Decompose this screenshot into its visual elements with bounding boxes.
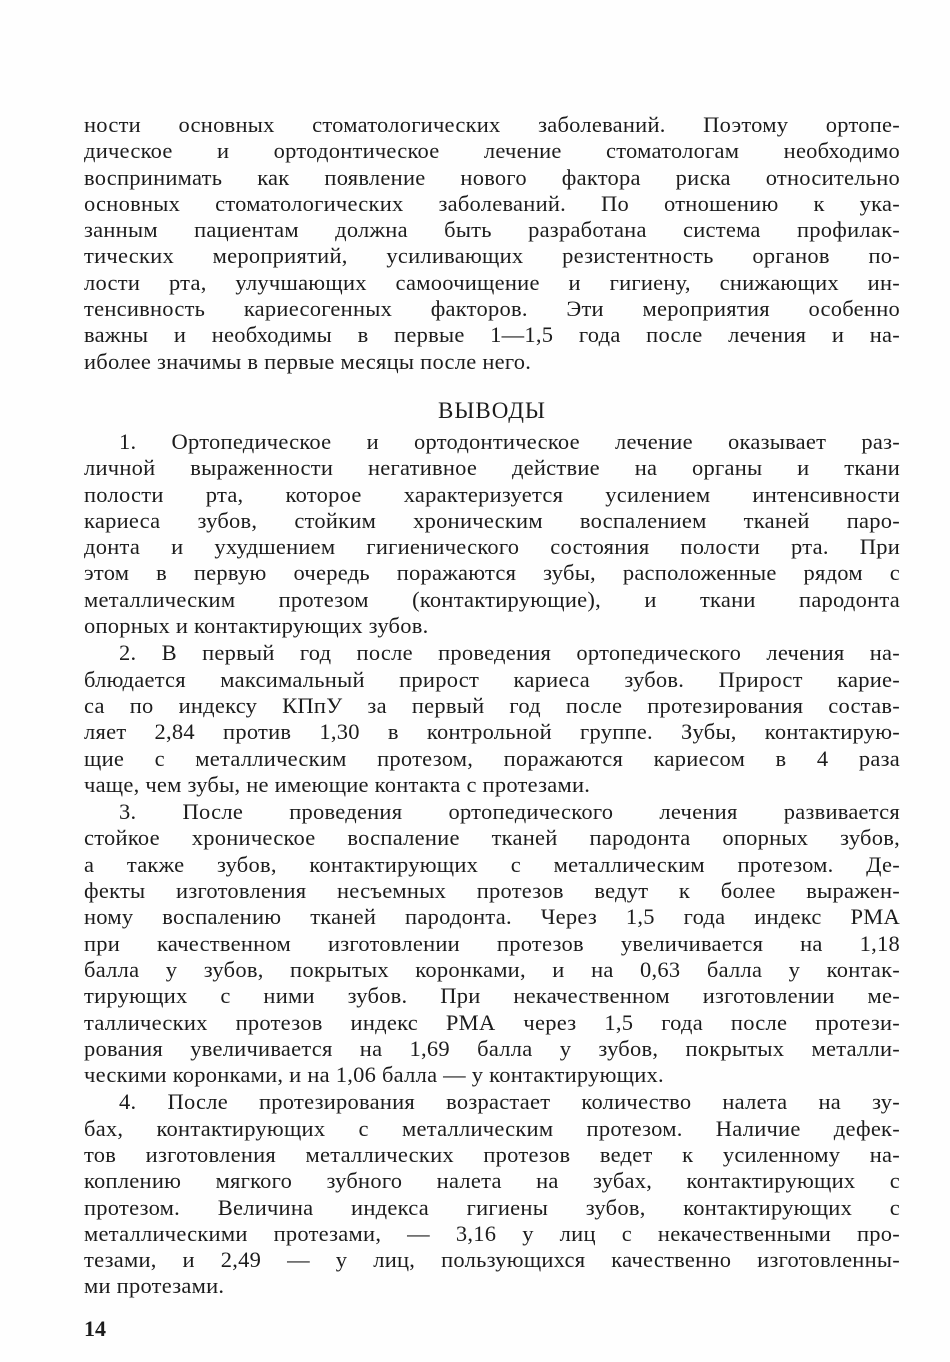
text-line: стойкое хроническое воспаление тканей пародонта опорных зубов,: [84, 825, 900, 851]
text-line: фекты изготовления несъемных протезов ведут к более выражен-: [84, 878, 900, 904]
text-line: 3. После проведения ортопедического лечения развивается: [119, 799, 900, 825]
text-line: 2. В первый год после проведения ортопедического лечения на-: [119, 640, 900, 666]
text-line: 4. После протезирования возрастает количество налета на зу-: [119, 1089, 900, 1115]
conclusion-paragraph: [84, 429, 900, 639]
text-line: металлическими протезами, — 3,16 у лиц с некачественными про-: [84, 1220, 900, 1246]
text-line: протезом. Величина индекса гигиены зубов, контактирующих с: [84, 1194, 900, 1220]
text-line: ческими коронками, и на 1,06 балла — у контактирующих.: [84, 1062, 664, 1088]
conclusion-paragraph: [84, 1089, 900, 1299]
text-line: а также зубов, контактирующих с металлическим протезом. Де-: [84, 851, 900, 877]
text-line: личной выраженности негативное действие на органы и ткани: [84, 455, 900, 481]
intro-paragraph: [84, 112, 900, 375]
text-line: 1. Ортопедическое и ортодонтическое лечение оказывает раз-: [119, 428, 900, 454]
text-line: полости рта, которое характеризуется усилением интенсивности: [84, 481, 900, 507]
text-line: тезами, и 2,49 — у лиц, пользующихся качественно изготовленны-: [84, 1247, 900, 1273]
text-line: донта и ухудшением гигиенического состояния полости рта. При: [84, 534, 900, 560]
conclusion-paragraph: [84, 640, 900, 798]
text-line: ности основных стоматологических заболеваний. Поэтому ортопе-: [84, 112, 900, 137]
text-line: иболее значимы в первые месяцы после него.: [84, 348, 532, 374]
text-line: ми протезами.: [84, 1273, 225, 1299]
text-line: при качественном изготовлении протезов увеличивается на 1,18: [84, 930, 900, 956]
page-number: 14: [84, 1316, 106, 1341]
text-line: дическое и ортодонтическое лечение стоматологам необходимо: [84, 138, 900, 164]
text-line: лости рта, улучшающих самоочищение и гигиену, снижающих ин-: [84, 269, 900, 295]
section-heading: ВЫВОДЫ: [438, 397, 546, 423]
text-line: балла у зубов, покрытых коронками, и на 0,63 балла у контак-: [84, 956, 900, 982]
text-line: занным пациентам должна быть разработана система профилак-: [84, 217, 900, 243]
text-line: чаще, чем зубы, не имеющие контакта с протезами.: [84, 771, 591, 797]
text-line: важны и необходимы в первые 1—1,5 года после лечения и на-: [84, 322, 900, 348]
text-line: бах, контактирующих с металлическим протезом. Наличие дефек-: [84, 1115, 900, 1141]
conclusions-list: [84, 429, 900, 1300]
text-line: этом в первую очередь поражаются зубы, расположенные рядом с: [84, 560, 900, 586]
text-line: опорных и контактирующих зубов.: [84, 613, 429, 639]
text-line: коплению мягкого зубного налета на зубах, контактирующих с: [84, 1168, 900, 1194]
text-line: блюдается максимальный прирост кариеса зубов. Прирост карие-: [84, 666, 900, 692]
text-line: ному воспалению тканей пародонта. Через 1,5 года индекс РМА: [84, 904, 900, 930]
text-line: щие с металлическим протезом, поражаются кариесом в 4 раза: [84, 745, 900, 771]
text-line: таллических протезов индекс РМА через 1,5 года после протези-: [84, 1009, 900, 1035]
text-line: тов изготовления металлических протезов ведет к усиленному на-: [84, 1141, 900, 1167]
text-line: ляет 2,84 против 1,30 в контрольной группе. Зубы, контактирую-: [84, 719, 900, 745]
text-line: основных стоматологических заболеваний. По отношению к ука-: [84, 190, 900, 216]
text-line: воспринимать как появление нового фактора риска относительно: [84, 164, 900, 190]
text-line: металлическим протезом (контактирующие), и ткани пародонта: [84, 586, 900, 612]
text-line: тических мероприятий, усиливающих резистентность органов по-: [84, 243, 900, 269]
text-line: рования увеличивается на 1,69 балла у зубов, покрытых металли-: [84, 1035, 900, 1061]
conclusion-paragraph: [84, 799, 900, 1088]
text-line: кариеса зубов, стойким хроническим воспалением тканей паро-: [84, 507, 900, 533]
text-line: тенсивность кариесогенных факторов. Эти мероприятия особенно: [84, 296, 900, 322]
text-line: тирующих с ними зубов. При некачественном изготовлении ме-: [84, 983, 900, 1009]
page-text: [84, 112, 900, 1301]
text-line: са по индексу КПпУ за первый год после протезирования состав-: [84, 692, 900, 718]
